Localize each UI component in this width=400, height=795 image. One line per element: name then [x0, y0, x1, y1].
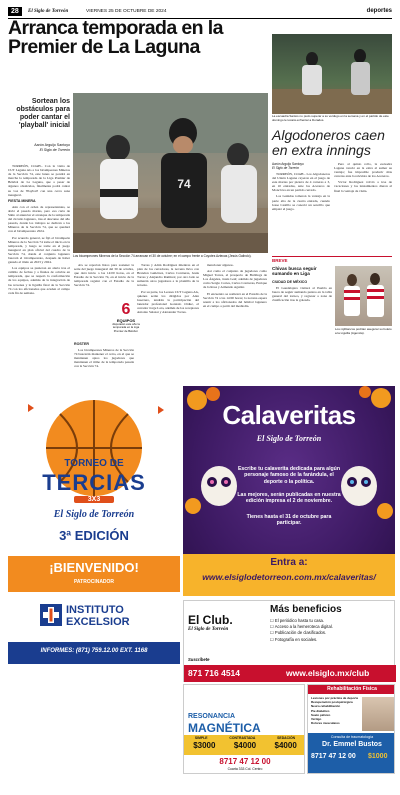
- calaveritas-masthead: El Siglo de Torreón: [256, 434, 322, 443]
- main-photo-caption: Los bicampeones Mineros de la Sección 74 arrancan el 30 de octubre; en el campo frente a Coyotes Aztecas (Jesús Galindo).: [73, 254, 252, 258]
- right-byline: [272, 162, 332, 170]
- teams-count: 6: [121, 301, 131, 318]
- price-value: $4000: [274, 741, 297, 750]
- club-benefits-list: [270, 618, 390, 643]
- main-story-col3: [137, 263, 199, 381]
- main-col4-p3: El encuentro se realizará en el Estadio de la Sección 74 a las 14:00 horas; la novena espera reunir a los aficionados del béisbol lagunero en el campo a partir del mediodía.: [203, 291, 267, 308]
- benefit-item: ☐ Acceso a la hemeroteca digital.: [270, 624, 333, 630]
- price-label: SIMPLE: [194, 736, 208, 740]
- skull-right-icon: [341, 466, 377, 506]
- rehab-doctor: Dr. Emmel Bustos: [322, 741, 382, 748]
- instituto-name1: INSTITUTO: [66, 604, 124, 616]
- rehab-item: Neuro-rehabilitación: [311, 704, 341, 709]
- breve-text: El Guadalajara visitará al Puebla en busca de seguir sumando puntos en la tabla general del torneo, y regresar a zona de clasificación tras la goleada.: [272, 286, 332, 303]
- benefit-item: ☐ El periódico hasta tu casa.: [270, 618, 325, 623]
- baseball-players-illustration: [73, 93, 268, 253]
- breve-label: BREVE: [272, 256, 392, 263]
- tercias-line3: 3X3: [74, 496, 114, 503]
- rehab-photo: [362, 697, 394, 731]
- instituto-logo-icon: [40, 604, 62, 626]
- rehab-item: Suelo pélvico: [311, 712, 331, 717]
- rehab-item: Pie diabético: [311, 708, 330, 713]
- rehab-item: Lesiones por práctica de deporte: [311, 696, 359, 700]
- header-date: VIERNES 25 DE OCTUBRE DE 2024: [86, 9, 167, 14]
- teams-label: EQUIPOS: [116, 318, 136, 323]
- calaveritas-cta: Entra a:: [270, 557, 308, 568]
- main-byline: [10, 143, 70, 152]
- svg-text:74: 74: [177, 177, 191, 191]
- club-web-link[interactable]: www.elsiglo.mx/club: [286, 668, 370, 678]
- right-story-col2: [334, 162, 392, 252]
- right-headline: Algodoneros caen en extra innings: [272, 127, 385, 158]
- main-col1-subhead: FIESTA MINERA: [8, 198, 36, 203]
- price-value: $4000: [233, 741, 257, 750]
- resonancia-prices: [184, 741, 305, 750]
- rehab-item: Dolores musculares: [311, 721, 340, 726]
- main-col2-p1: AG se reportan listos para sostener la serie del juego inaugural del 30 de octubre, que dará inicio a las 14:00 horas, en el Estadio de la Sección 74, en el inicio de la temporada regular con el Estadio de la Sección 74.: [74, 263, 134, 288]
- right-col1-p1: TORREÓN, COAH.- Los Algodoneros del Unión Laguna cayeron en el juego de este martes por pizarra de 4 carreras a 3, en 10 entradas, ante los Acereros de Monclova en un partido cerrado.: [272, 172, 330, 193]
- right-col2-p2: Víctor Rodríguez volvió a irse de vacaciones y los lanzamientos dieron al final la ventaja de visita.: [334, 180, 392, 193]
- club-masthead: El Siglo de Torreón: [188, 627, 229, 632]
- club-subscribe: Suscríbete: [188, 657, 210, 662]
- masthead: El Siglo de Torreón: [28, 9, 69, 14]
- skull-left-icon: [201, 466, 237, 506]
- calaveritas-title: Calaveritas: [222, 400, 356, 430]
- right-photo: [272, 34, 392, 114]
- calaveritas-url-link[interactable]: www.elsiglodetorreon.com.mx/calaveritas/: [202, 572, 376, 582]
- right-story-col1: [272, 172, 330, 252]
- main-deck: Sortean los obstáculos para poder cantar el 'playball' inicial: [16, 98, 70, 129]
- breve-headline: Chivas busca seguir sumando en Liga: [272, 266, 317, 277]
- price-value: $3000: [193, 741, 216, 750]
- main-col3-p2: Por su parte, los Leones CUT Laguna AG, quienes serán los dirigidos por Alan Guerrero, tendrán la participación del lanzador profesional Gonzalo Orduz, el cerrador Jorge Lara, además de los receptores Antonio Salazar y Alexander Torres.: [137, 289, 199, 315]
- main-col2-p2: Los bicampeones Mineros de la Sección 74 buscarán mantener el cetro, en el que se mantienen aptos los jugadores que mantienen el ritmo de la temporada pasada con la Sección 74.: [74, 348, 134, 369]
- calaveritas-line1: Escribe tu calaverita dedicada para algún personaje famoso de la farándula, el deporte o la política.: [237, 466, 341, 485]
- breve-body: [272, 278, 332, 380]
- breve-caption: Los rojiblancos podrían asegurar su boleto a la Liguilla (Agencia).: [335, 327, 392, 335]
- main-col2-subhead: ROSTER: [74, 342, 89, 346]
- right-photo-caption: La escuadra Santos no pudo superar a su verdugo en la semana y en el partido de este domingo le tocará enfrentar a Dorados.: [272, 114, 389, 122]
- main-story-col4: [203, 263, 267, 381]
- tercias-line2: TERCIAS: [42, 470, 146, 495]
- price-label: SEDACIÓN: [277, 736, 296, 740]
- tercias-edition: 3ª EDICIÓN: [59, 528, 129, 543]
- price-label: CONTRASTADA: [229, 736, 256, 740]
- main-photo: [73, 93, 268, 253]
- page-number: 28: [8, 7, 22, 16]
- tercias-ad[interactable]: [8, 386, 180, 671]
- breve-photo: [335, 266, 392, 326]
- right-byline-org: El Siglo de Torreón: [272, 166, 299, 170]
- main-col3-p1: Torres y Adán Rodríguez mientras en el plan de los cerradores, la novena lleva con Brandon Gutiérrez, Carlos Contreras, Jesús Torres y Alejandro Ramírez; por otro lado se sumarán otros jugadores a la plantilla de la novena.: [137, 263, 199, 288]
- teams-text: disputarán este año la temporada en la Liga Premier de Béisbol.: [112, 322, 140, 333]
- rehab-item: Vértigo: [311, 717, 322, 722]
- tercias-masthead: El Siglo de Torreón: [53, 509, 135, 520]
- calaveritas-ad[interactable]: [183, 386, 395, 596]
- main-col1-p4: Los equipos se pusieron en alerta tras el cambio de fechas y a finales de octubre en temporada, que se respetó la conformación de los equipos, además de la integración de las novenas y la liguilla final de la Sección 74 con los aficionados que acuden al campo cada fin de semana.: [8, 266, 70, 295]
- main-story-col2b: [74, 340, 134, 382]
- breve-dateline: CIUDAD DE MÉXICO: [272, 280, 308, 284]
- rehab-list: [311, 696, 361, 725]
- resonancia-phone[interactable]: 8717 47 12 00: [219, 757, 271, 766]
- byline-org: El Siglo de Torreón: [39, 147, 70, 152]
- main-col4-p2: Así como el conjunto de jugadores como Miguel Torres, el prospecto de Bulldogs de Los Ángeles, Jesús Leal; además de jugadores como Sergio Cortes, Carlos Contreras, Enrique de la Rosa y Armando Aguilar.: [203, 269, 267, 290]
- rehab-consult: Consulta de traumatología: [330, 735, 374, 739]
- tercias-line1: TORNEO DE: [64, 458, 124, 469]
- rehab-ad[interactable]: [307, 684, 395, 774]
- soccer-players-illustration: [335, 266, 392, 326]
- right-col2-p1: Pero al quinto rollo, la escuadra Laguna venció en la extra al sumar su ventaja; fue imposible producir más carreras ante la relevista de los Acereros.: [334, 162, 392, 179]
- resonancia-subtitle: MAGNÉTICA: [188, 721, 261, 735]
- rehab-price: $1000: [368, 753, 388, 760]
- byline-name: Aarón Arguijo Santoyo: [34, 143, 70, 147]
- resonancia-address: Cuarta 333 Col. Centro: [227, 767, 263, 771]
- calaveritas-line2: Las mejores, serán publicadas en nuestra edición impresa el 2 de noviembre.: [237, 492, 341, 505]
- right-byline-name: Aarón Arguijo Santoyo: [272, 162, 304, 166]
- main-col1-p1: TORREÓN, COAH.- Con la visita de CUT Laguna AG a los bicampeones Mineros de la Sección 74, este lunes se pondrá en marcha la temporada de la Liga Premier de Béisbol de La Laguna, que a pesar de algunos obstáculos, finalmente podrá cantar su voz de 'Playball' con una cerca sana inaugural.: [8, 164, 70, 197]
- club-title: El Club.: [188, 613, 233, 627]
- rehab-phone[interactable]: 8717 47 12 00: [311, 753, 356, 760]
- main-headline: Arranca temporada en la Premier de La Laguna: [8, 17, 223, 58]
- right-col1-p2: Los Guindas tomaron la ventaja en la parte alta de la cuarta entrada, cuando Jesse Castillo se conectó un sencillo que empató el juego.: [272, 194, 330, 211]
- rehab-title: Rehabilitación Física: [308, 685, 395, 694]
- rehab-item: Recuperación postquirúrgica: [311, 700, 353, 705]
- main-col1-p3: Por acuerdo general, se fijó el bicampeón Mineros de la Sección 74 tome el inicio en la temporada, y luego se tome en el juego inaugural en plan oficial del cuadro de la Sección 74, donde el conjunto lagunero buscará el tricampeonato, después de haber ganado el título en 2023 y 2024.: [8, 235, 70, 265]
- benefit-item: ☐ Publicación de clasificados.: [270, 630, 327, 636]
- main-col4-p1: mencionar algunos.: [207, 263, 234, 267]
- tercias-sponsor: PATROCINADOR: [73, 579, 115, 585]
- tercias-welcome: ¡BIENVENIDO!: [49, 560, 139, 575]
- resonancia-labels: [184, 736, 305, 740]
- club-more: Más beneficios: [270, 604, 342, 615]
- instituto-informes: INFORMES: (871) 759.12.00 EXT. 1168: [40, 648, 148, 654]
- benefit-item: ☐ Fotografía en sociales.: [270, 636, 318, 642]
- resonancia-ad[interactable]: [183, 684, 305, 774]
- calaveritas-line3: Tienes hasta el 31 de octubre para participar.: [246, 514, 332, 527]
- instituto-name2: EXCELSIOR: [66, 616, 130, 628]
- baseball-field-illustration: [272, 34, 392, 114]
- club-ad[interactable]: [183, 600, 395, 682]
- club-phone[interactable]: 871 716 4514: [188, 668, 240, 678]
- resonancia-title: RESONANCIA: [188, 713, 236, 720]
- section-name: deportes: [366, 8, 392, 14]
- main-col1-p2: Aún con el orden de representantes, se abrió el pasado martes, pero esa carta de Siklo al anunciar el arranque de la temporada del circuito lagunero, tras el descanso del año pasado, donde los trabajos se dedican a los Mineros de la Sección 74, que se quedará con el bicampeonato 2024.: [8, 204, 70, 234]
